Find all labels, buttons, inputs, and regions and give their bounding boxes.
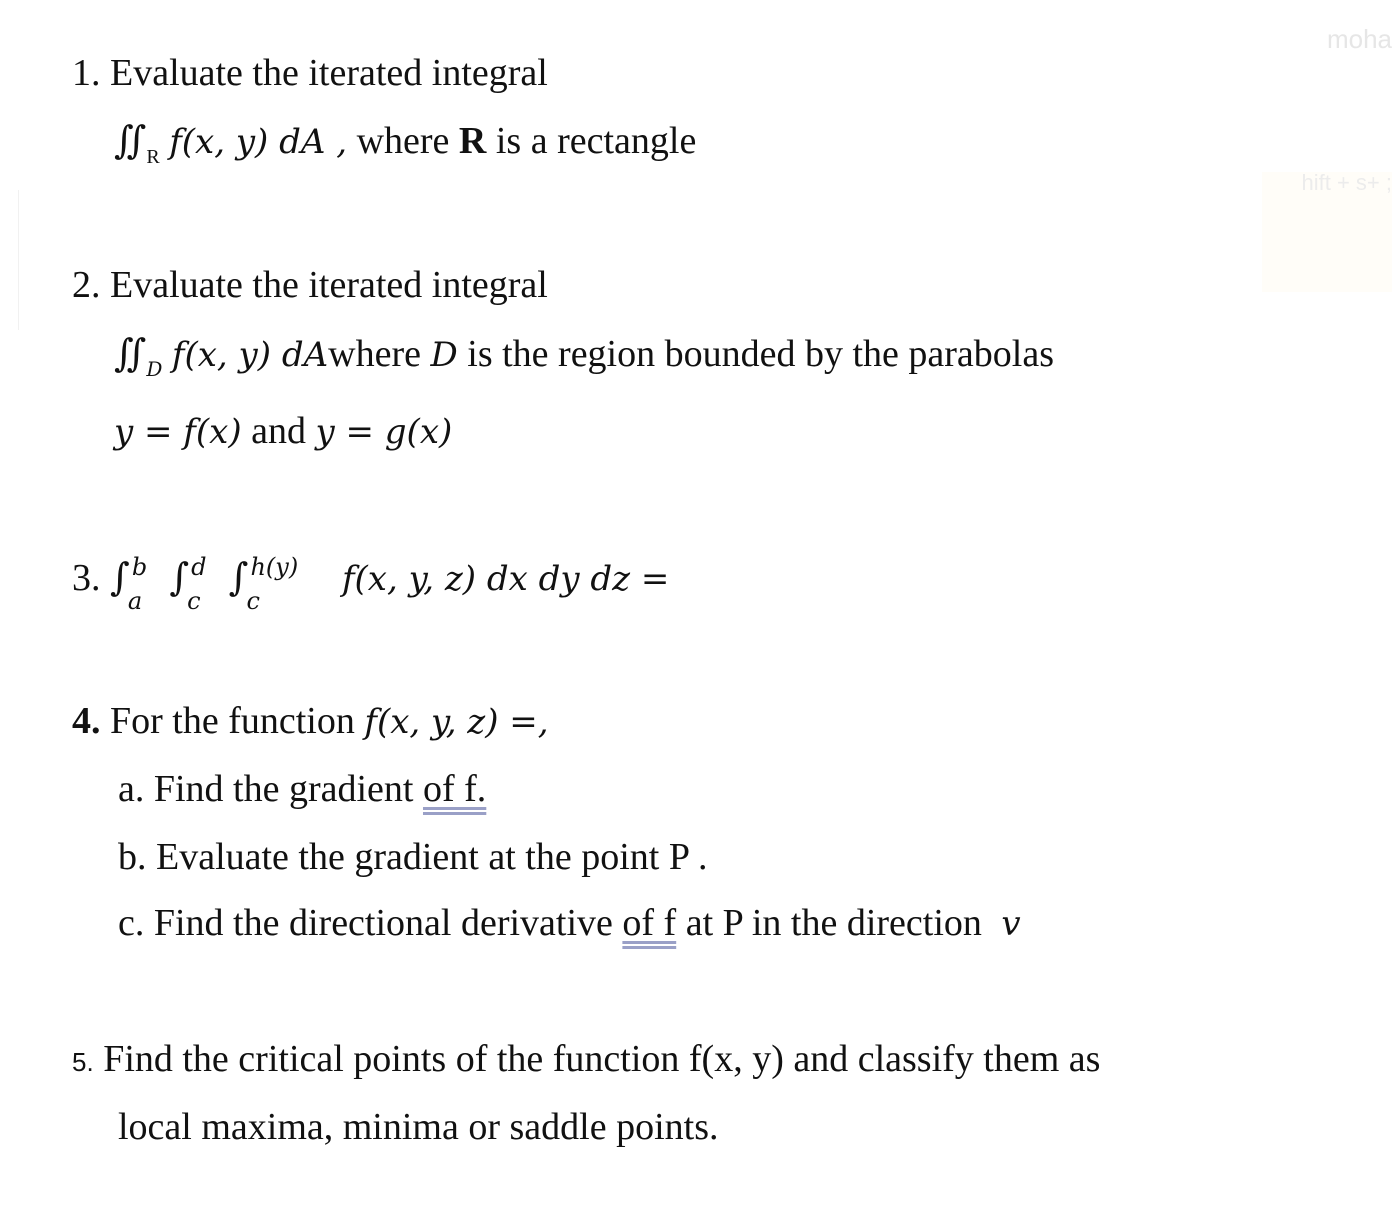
- q4-c-link: of f: [622, 902, 677, 944]
- edge-text-top: moha: [1326, 24, 1392, 54]
- q3-lower-2: c: [187, 587, 201, 615]
- q3-integral-1: ∫: [110, 555, 130, 599]
- q3-lower-1: a: [127, 587, 143, 615]
- q3-limits-1: [127, 553, 152, 615]
- q5-text-1: Find the critical points of the function f(x, y) and classify them as: [103, 1038, 1101, 1080]
- q4-a-text: a. Find the gradient: [118, 768, 414, 810]
- q2-expression: f(x, y) dA: [171, 335, 329, 375]
- q4-c-tail: at P in the direction: [685, 902, 982, 944]
- q1-expression: f(x, y) dA ,: [169, 122, 348, 162]
- q4-c-var: v: [1001, 904, 1021, 944]
- q3-upper-2: d: [191, 553, 207, 581]
- q2-integral-line: [114, 330, 1054, 392]
- q4-part-b: b. Evaluate the gradient at the point P .: [118, 836, 708, 878]
- q2-and: and: [251, 410, 306, 452]
- q1-region-sub: R: [146, 146, 160, 168]
- q4-title: For the function: [110, 700, 355, 742]
- q1-where: where: [356, 120, 450, 162]
- q4-number: 4.: [72, 700, 101, 742]
- q3-line: [72, 553, 670, 615]
- left-edge-line: [0, 190, 19, 330]
- q3-number: 3.: [72, 557, 101, 599]
- q1-tail: is a rectangle: [495, 120, 697, 162]
- q1-integral-line: [114, 117, 696, 180]
- q2-region-sub: D: [146, 357, 163, 381]
- q1-double-integral: ∬: [114, 118, 147, 162]
- q3-limits-3: [246, 553, 324, 615]
- q3-upper-1: b: [131, 553, 148, 581]
- q2-curves-line: [114, 408, 452, 455]
- q3-expression: f(x, y, z) dx dy dz =: [341, 559, 670, 599]
- q3-lower-3: c: [246, 587, 260, 615]
- edge-text-right: hift + s+ ;: [1301, 170, 1392, 195]
- q5-line-2: local maxima, minima or saddle points.: [118, 1106, 719, 1148]
- q2-title: 2. Evaluate the iterated integral: [72, 264, 548, 306]
- q4-a-link: of f.: [422, 768, 487, 810]
- q2-tail: is the region bounded by the parabolas: [467, 333, 1055, 375]
- q2-double-integral: ∬: [114, 331, 147, 375]
- q5-number: 5.: [72, 1047, 94, 1077]
- q4-expression: f(x, y, z) =,: [364, 702, 549, 742]
- q1-title: 1. Evaluate the iterated integral: [72, 52, 548, 94]
- q3-integral-2: ∫: [169, 555, 190, 599]
- q3-upper-3: h(y): [250, 553, 299, 581]
- q2-where: where: [328, 333, 421, 375]
- q2-curve-2: y = g(x): [315, 412, 453, 452]
- q4-c-text: c. Find the directional derivative: [118, 902, 613, 944]
- q2-curve-1: y = f(x): [114, 412, 242, 452]
- q3-limits-2: [187, 553, 211, 615]
- q3-integral-3: ∫: [228, 555, 249, 599]
- q4-title-line: [72, 698, 549, 745]
- q4-part-a: [118, 766, 486, 812]
- q5-line-1: [72, 1036, 1100, 1085]
- q1-region: R: [458, 120, 487, 162]
- q4-part-c: [118, 900, 1021, 947]
- q2-region: D: [430, 335, 458, 375]
